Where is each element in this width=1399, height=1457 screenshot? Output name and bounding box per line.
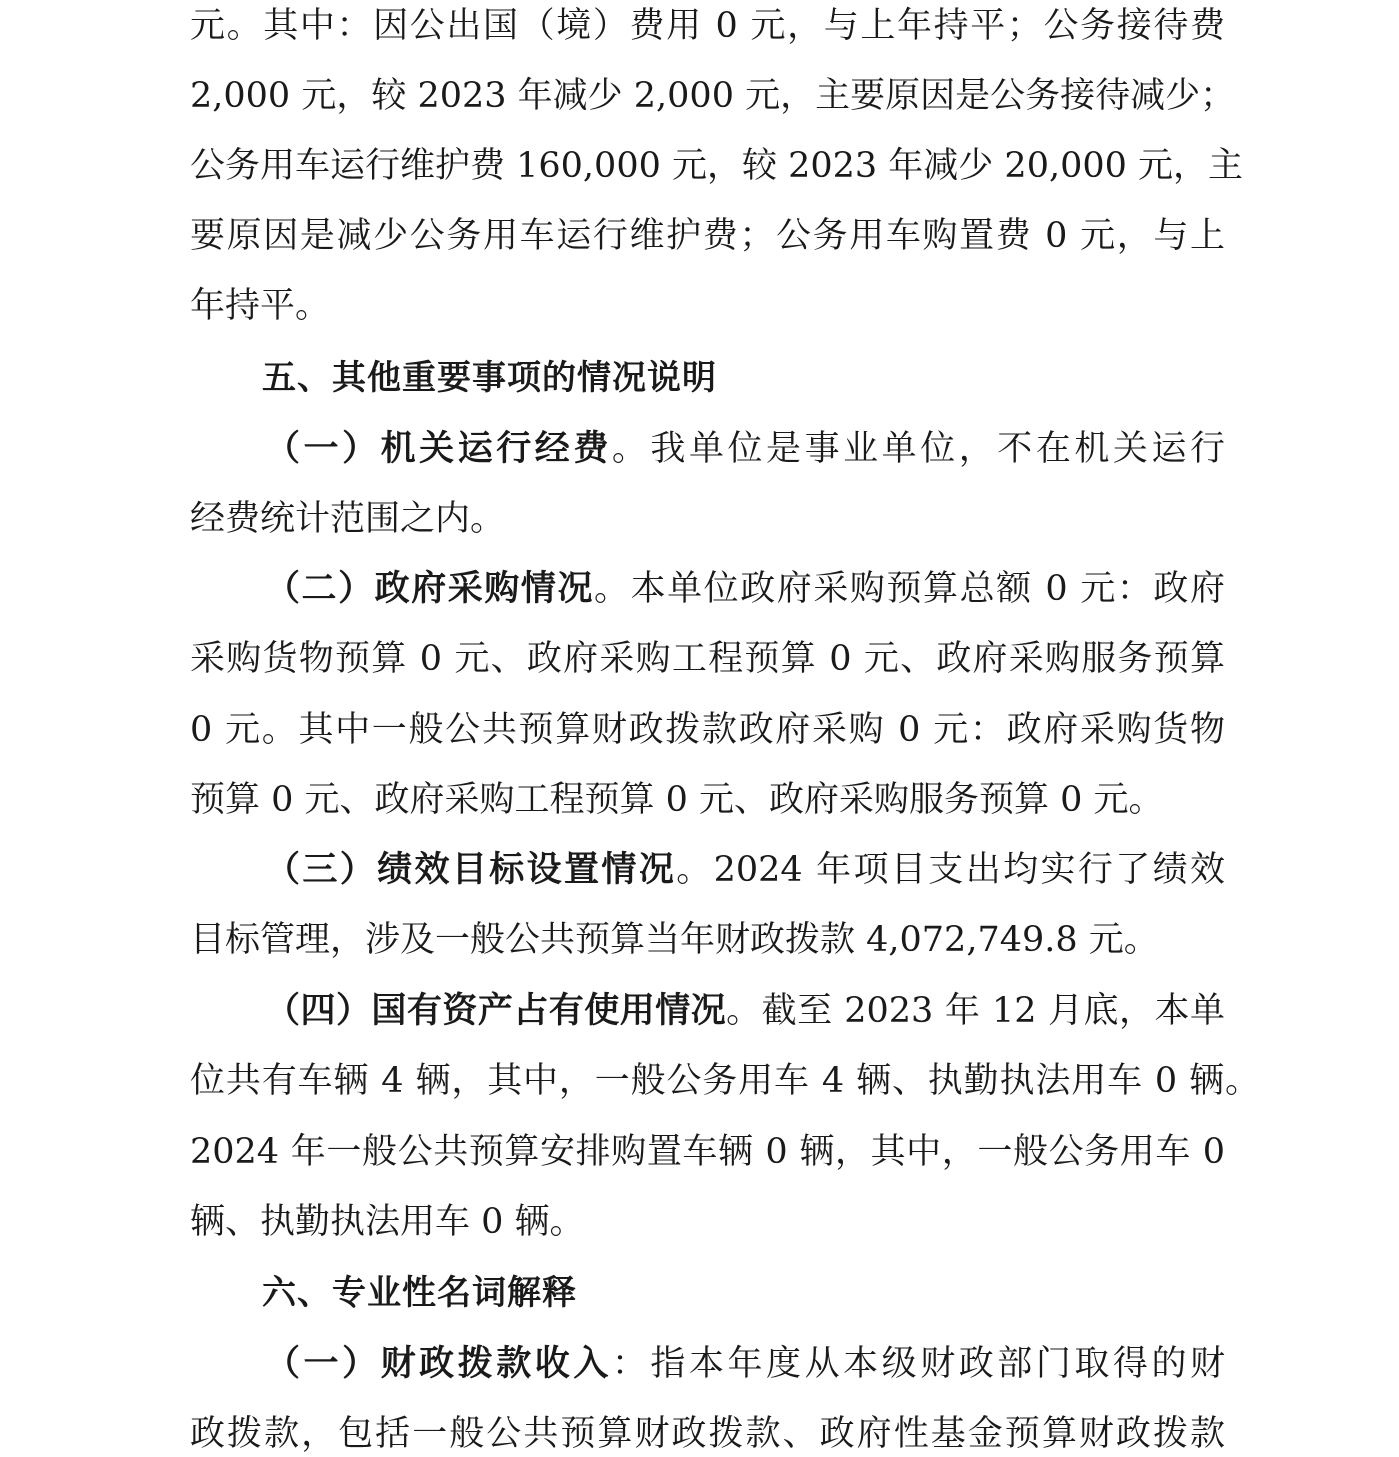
item-lead-label: （二）政府采购情况 xyxy=(265,569,595,609)
paragraph-line: 0 元。其中一般公共预算财政拨款政府采购 0 元：政府采购货物 xyxy=(190,710,1225,750)
paragraph-line: 预算 0 元、政府采购工程预算 0 元、政府采购服务预算 0 元。 xyxy=(190,780,1164,820)
paragraph-line: （一）机关运行经费。我单位是事业单位，不在机关运行 xyxy=(265,429,1225,469)
paragraph-line: 目标管理，涉及一般公共预算当年财政拨款 4,072,749.8 元。 xyxy=(190,920,1159,960)
paragraph-line: 2,000 元，较 2023 年减少 2,000 元，主要原因是公务接待减少； xyxy=(190,76,1236,116)
paragraph-line: 采购货物预算 0 元、政府采购工程预算 0 元、政府采购服务预算 xyxy=(190,639,1225,679)
item-lead-label: （一）财政拨款收入 xyxy=(265,1344,612,1384)
paragraph-line: 2024 年一般公共预算安排购置车辆 0 辆，其中，一般公务用车 0 xyxy=(190,1132,1225,1172)
paragraph-line: 公务用车运行维护费 160,000 元，较 2023 年减少 20,000 元，主 xyxy=(190,146,1244,186)
paragraph-line: 元。其中：因公出国（境）费用 0 元，与上年持平；公务接待费 xyxy=(190,6,1225,46)
item-lead-label: （一）机关运行经费 xyxy=(265,429,612,469)
paragraph-line: （二）政府采购情况。本单位政府采购预算总额 0 元：政府 xyxy=(265,569,1225,609)
paragraph-line: 经费统计范围之内。 xyxy=(190,499,506,539)
paragraph-line: 政拨款，包括一般公共预算财政拨款、政府性基金预算财政拨款 xyxy=(190,1414,1225,1454)
section-heading-six: 六、专业性名词解释 xyxy=(262,1273,577,1313)
item-lead-label: （四）国有资产占有使用情况 xyxy=(265,991,727,1031)
paragraph-line: 要原因是减少公务用车运行维护费；公务用车购置费 0 元，与上 xyxy=(190,216,1225,256)
paragraph-line: （一）财政拨款收入：指本年度从本级财政部门取得的财 xyxy=(265,1344,1225,1384)
item-lead-label: （三）绩效目标设置情况 xyxy=(265,850,677,890)
section-heading-five: 五、其他重要事项的情况说明 xyxy=(262,358,717,398)
paragraph-line: （四）国有资产占有使用情况。截至 2023 年 12 月底，本单 xyxy=(265,991,1225,1031)
paragraph-line: 辆、执勤执法用车 0 辆。 xyxy=(190,1202,585,1242)
paragraph-line: 年持平。 xyxy=(190,286,331,326)
paragraph-line: 位共有车辆 4 辆，其中，一般公务用车 4 辆、执勤执法用车 0 辆。 xyxy=(190,1061,1260,1101)
paragraph-line: （三）绩效目标设置情况。2024 年项目支出均实行了绩效 xyxy=(265,850,1225,890)
